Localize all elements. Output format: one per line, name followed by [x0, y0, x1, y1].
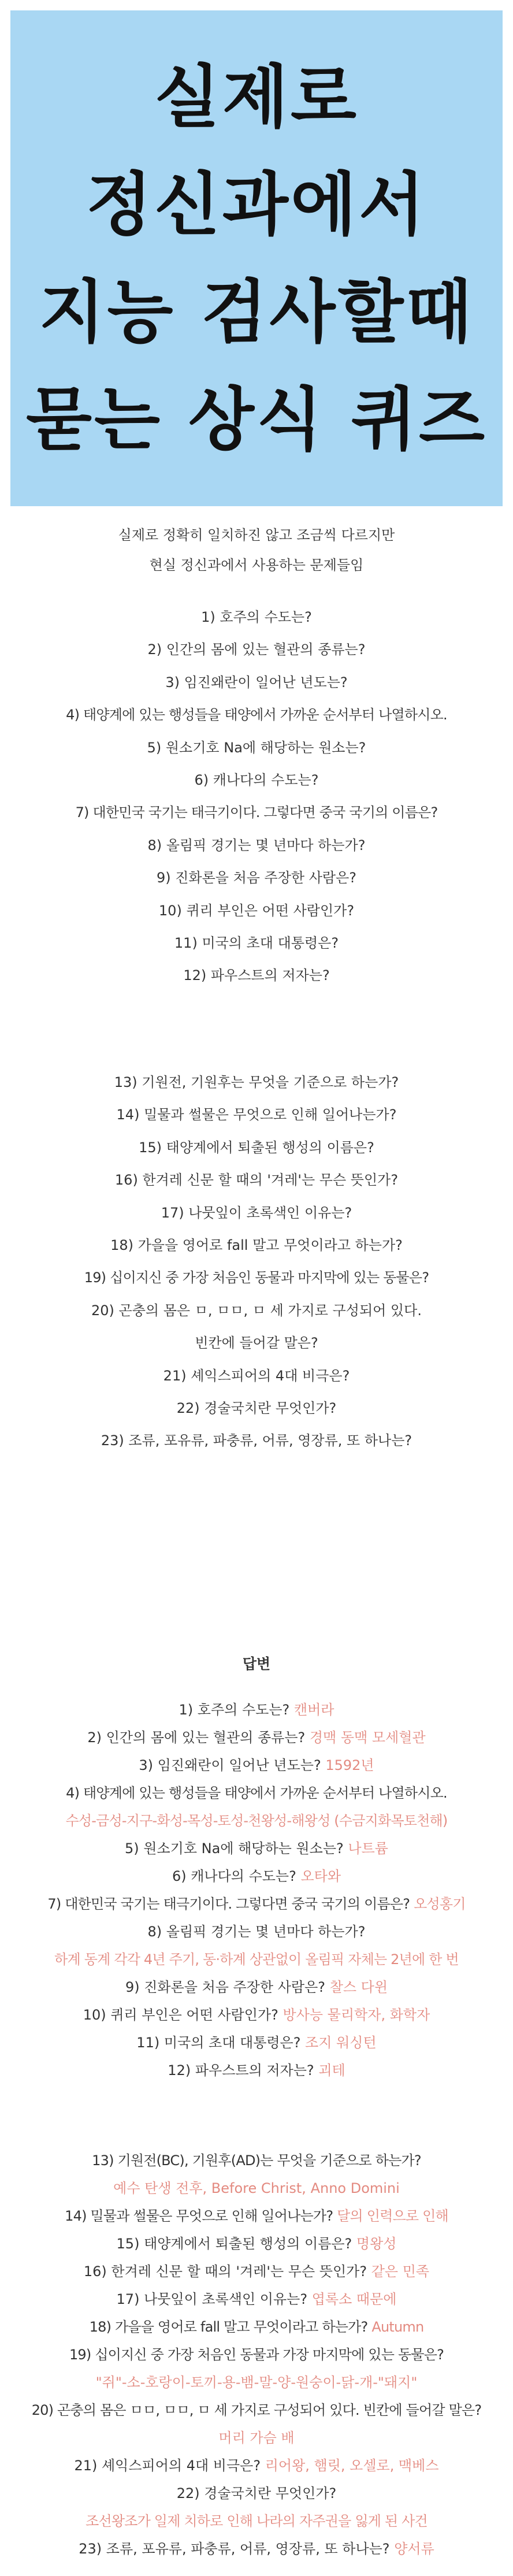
answer-question: 7) 대한민국 국기는 태극기이다. 그렇다면 중국 국기의 이름은? [47, 1896, 410, 1912]
answer-text: 양서류 [394, 2541, 434, 2557]
answer-line [0, 1779, 513, 1807]
question-line: 21) 셰익스피어의 4대 비극은? [163, 1367, 350, 1384]
answer-text: 명왕성 [356, 2236, 397, 2252]
answer-continuation: "쥐"-소-호랑이-토끼-용-뱀-말-양-원숭이-닭-개-"돼지" [95, 2374, 418, 2391]
answer-line [0, 2285, 513, 2313]
answer-text: 같은 민족 [371, 2263, 430, 2280]
answer-text: 경맥 동맥 모세혈관 [309, 1729, 426, 1746]
answer-question: 11) 미국의 초대 대통령은? [136, 2035, 301, 2051]
answer-line [0, 2001, 513, 2029]
answer-question: 5) 원소기호 Na에 해당하는 원소는? [125, 1840, 344, 1857]
banner-title-line: 실제로 [154, 57, 359, 137]
question-line: 23) 조류, 포유류, 파충류, 어류, 영장류, 또 하나는? [101, 1432, 412, 1449]
answer-line [0, 2480, 513, 2507]
banner-title-line: 지능 검사할때 [39, 272, 474, 352]
answer-line [0, 2396, 513, 2424]
answer-line [0, 1696, 513, 1724]
answer-continuation: 머리 가슴 배 [218, 2430, 295, 2446]
question-list-part1 [0, 601, 513, 992]
question-line: 17) 나뭇잎이 초록색인 이유는? [161, 1204, 352, 1221]
question-line: 3) 임진왜란이 일어난 년도는? [165, 674, 348, 691]
answer-line [0, 1890, 513, 1918]
answer-question: 12) 파우스트의 저자는? [168, 2062, 314, 2078]
answer-text: 오타와 [300, 1868, 341, 1884]
answer-question: 17) 나뭇잎이 초록색인 이유는? [116, 2291, 308, 2307]
question-line: 7) 대한민국 국기는 태극기이다. 그렇다면 중국 국기의 이름은? [75, 804, 438, 821]
answer-question: 22) 경술국치란 무엇인가? [176, 2485, 337, 2501]
banner-title-line: 묻는 상식 퀴즈 [25, 380, 488, 459]
answer-list-part1 [0, 1696, 513, 2084]
answer-text: 괴테 [318, 2062, 345, 2078]
question-line: 18) 가을을 영어로 fall 말고 무엇이라고 하는가? [110, 1237, 403, 1254]
answer-line [0, 2147, 513, 2174]
answers-heading: 답변 [242, 1656, 271, 1672]
answer-question: 20) 곤충의 몸은 ㅁㅁ, ㅁㅁ, ㅁ 세 가지로 구성되어 있다. 빈칸에 들어갈 말은? [31, 2402, 482, 2418]
answer-question: 8) 올림픽 경기는 몇 년마다 하는가? [147, 1924, 366, 1940]
answer-question: 21) 셰익스피어의 4대 비극은? [74, 2458, 261, 2474]
answer-line [0, 2341, 513, 2369]
answer-text: 1592년 [325, 1757, 374, 1773]
answer-line [0, 2535, 513, 2563]
answer-line [0, 1918, 513, 1946]
answer-text: 방사능 물리학자, 화학자 [282, 2007, 430, 2023]
question-line: 13) 기원전, 기원후는 무엇을 기준으로 하는가? [114, 1074, 399, 1090]
question-line: 16) 한겨레 신문 할 때의 '겨레'는 무슨 뜻인가? [114, 1172, 399, 1189]
answer-text: 찰스 다윈 [329, 1979, 388, 1995]
answer-text: 달의 인력으로 인해 [337, 2208, 448, 2224]
question-line: 8) 올림픽 경기는 몇 년마다 하는가? [147, 837, 366, 853]
answer-continuation: 하계 동계 각각 4년 주기, 동·하계 상관없이 올림픽 자체는 2년에 한 번 [54, 1951, 459, 1968]
answer-question: 15) 태양계에서 퇴출된 행성의 이름은? [116, 2236, 352, 2252]
answer-list-part2 [0, 2147, 513, 2563]
intro-line: 현실 정신과에서 사용하는 문제들임 [149, 557, 364, 573]
answer-question: 18) 가을을 영어로 fall 말고 무엇이라고 하는가? [89, 2319, 368, 2335]
question-line: 11) 미국의 초대 대통령은? [174, 935, 339, 952]
answer-question: 3) 임진왜란이 일어난 년도는? [139, 1757, 321, 1773]
question-line: 9) 진화론을 처음 주장한 사람은? [156, 870, 357, 886]
answer-question: 23) 조류, 포유류, 파충류, 어류, 영장류, 또 하나는? [79, 2541, 390, 2557]
question-line: 빈칸에 들어갈 말은? [195, 1335, 318, 1352]
question-line: 12) 파우스트의 저자는? [183, 967, 330, 984]
answer-question: 2) 인간의 몸에 있는 혈관의 종류는? [87, 1729, 306, 1746]
answer-line [0, 2313, 513, 2341]
question-line: 2) 인간의 몸에 있는 혈관의 종류는? [147, 641, 366, 658]
answer-question: 14) 밀물과 썰물은 무엇으로 인해 일어나는가? [65, 2208, 333, 2224]
answer-continuation: 수성-금성-지구-화성-목성-토성-천왕성-해왕성 (수금지화목토천해) [65, 1813, 448, 1829]
intro-line: 실제로 정확히 일치하진 않고 조금씩 다르지만 [118, 527, 395, 543]
question-line: 10) 퀴리 부인은 어떤 사람인가? [158, 902, 355, 919]
answer-line [0, 2452, 513, 2480]
answer-line [0, 1835, 513, 1862]
answer-line [0, 2230, 513, 2258]
answer-question: 9) 진화론을 처음 주장한 사람은? [125, 1979, 326, 1995]
answer-text: 캔버라 [293, 1702, 334, 1718]
answer-text: Autumn [371, 2319, 424, 2335]
answer-text: 나트륨 [348, 1840, 388, 1857]
answer-text: 조지 워싱턴 [305, 2035, 377, 2051]
title-banner [10, 10, 503, 506]
answer-line [0, 1973, 513, 2001]
answer-continuation: 예수 탄생 전후, Before Christ, Anno Domini [113, 2180, 400, 2196]
question-line: 1) 호주의 수도는? [201, 609, 312, 625]
answer-text: 엽록소 때문에 [311, 2291, 397, 2307]
answer-line [0, 1724, 513, 1751]
answer-text: 리어왕, 햄릿, 오셀로, 맥베스 [265, 2458, 439, 2474]
answer-question: 4) 태양계에 있는 행성들을 태양에서 가까운 순서부터 나열하시오. [66, 1785, 447, 1801]
question-line: 19) 십이지신 중 가장 처음인 동물과 마지막에 있는 동물은? [84, 1270, 429, 1286]
question-list-part2 [0, 1066, 513, 1457]
question-line: 15) 태양계에서 퇴출된 행성의 이름은? [139, 1139, 374, 1156]
answer-question: 13) 기원전(BC), 기원후(AD)는 무엇을 기준으로 하는가? [92, 2152, 421, 2169]
question-line: 5) 원소기호 Na에 해당하는 원소는? [147, 739, 366, 756]
answer-question: 1) 호주의 수도는? [179, 1702, 290, 1718]
answer-question: 10) 퀴리 부인은 어떤 사람인가? [83, 2007, 278, 2023]
answer-line [0, 2258, 513, 2285]
answer-line [0, 2029, 513, 2057]
question-line: 22) 경술국치란 무엇인가? [176, 1400, 337, 1417]
answer-text: 오성홍기 [414, 1896, 466, 1912]
answer-line [0, 1751, 513, 1779]
answer-line [0, 2057, 513, 2084]
answer-question: 19) 십이지신 중 가장 처음인 동물과 가장 마지막에 있는 동물은? [69, 2347, 444, 2363]
question-line: 20) 곤충의 몸은 ㅁ, ㅁㅁ, ㅁ 세 가지로 구성되어 있다. [91, 1302, 422, 1319]
answer-line [0, 1862, 513, 1890]
answer-question: 16) 한겨레 신문 할 때의 '겨레'는 무슨 뜻인가? [83, 2263, 367, 2280]
banner-title-line: 정신과에서 [86, 165, 427, 244]
answer-line [0, 2202, 513, 2230]
question-line: 14) 밀물과 썰물은 무엇으로 인해 일어나는가? [116, 1107, 397, 1123]
answer-question: 6) 캐나다의 수도는? [172, 1868, 296, 1884]
question-line: 4) 태양계에 있는 행성들을 태양에서 가까운 순서부터 나열하시오. [66, 707, 447, 723]
intro-text [0, 520, 513, 580]
answer-continuation: 조선왕조가 일제 치하로 인해 나라의 자주권을 잃게 된 사건 [86, 2513, 428, 2529]
question-line: 6) 캐나다의 수도는? [194, 772, 319, 789]
